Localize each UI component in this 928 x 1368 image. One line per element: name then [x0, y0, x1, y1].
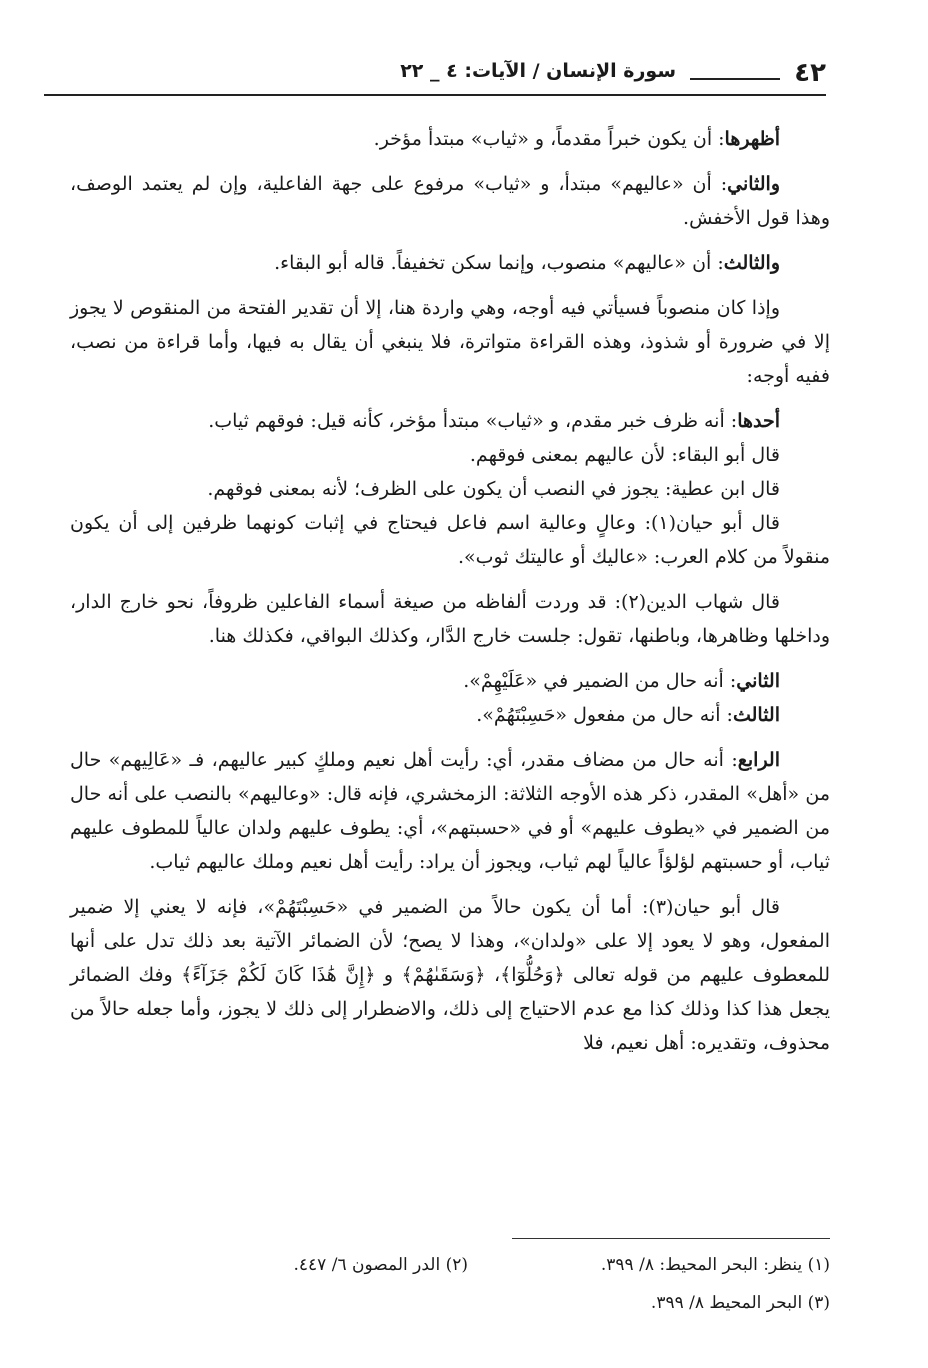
- paragraph-label: والثالث: [723, 252, 780, 274]
- paragraph-text: : أنه حال من الضمير في «عَلَيْهِمْ».: [463, 670, 737, 692]
- paragraph-text: : أن يكون خبراً مقدماً، و «ثياب» مبتدأ مؤخر.: [373, 128, 725, 150]
- paragraph-text: : أن «عاليهم» مبتدأ، و «ثياب» مرفوع على جهة الفاعلية، وإن لم يعتمد الوصف، وهذا قول الأخفش.: [70, 173, 830, 229]
- footnote-row: [70, 1288, 830, 1318]
- paragraph-text: قال أبو البقاء: لأن عاليهم بمعنى فوقهم.: [469, 444, 780, 466]
- paragraph: [70, 664, 830, 698]
- paragraph: [70, 122, 830, 156]
- page-number: ٤٢: [794, 58, 826, 88]
- paragraph: [70, 404, 830, 438]
- paragraph: [70, 291, 830, 393]
- paragraph: [70, 167, 830, 235]
- page-header: [44, 58, 826, 92]
- footnote: (١) ينظر: البحر المحيط: ٨/ ٣٩٩.: [600, 1255, 830, 1275]
- paragraph: [70, 506, 830, 574]
- paragraph-text: : أنه حال من مفعول «حَسِبْتَهُمْ».: [476, 704, 733, 726]
- paragraph: [70, 438, 830, 472]
- paragraph-label: والثاني: [727, 173, 780, 195]
- footnote-row: [70, 1250, 830, 1280]
- paragraph-label: أظهرها: [724, 128, 780, 150]
- paragraph: [70, 890, 830, 1060]
- header-dash-line: [690, 78, 780, 80]
- paragraph: [70, 743, 830, 879]
- paragraph-label: الرابع: [737, 749, 780, 771]
- paragraph-text: : أن «عاليهم» منصوب، وإنما سكن تخفيفاً. قاله أبو البقاء.: [274, 252, 724, 274]
- paragraph: [70, 585, 830, 653]
- footnote: (٢) الدر المصون ٦/ ٤٤٧.: [293, 1255, 468, 1275]
- paragraph-text: قال أبو حيان(٣): أما أن يكون حالاً من الضمير في «حَسِبْتَهُمْ»، فإنه لا يعني إلا ضمير المفعول، وهو لا يعود إلا على «ولدان»، وهذا لا يصح؛ لأن الضمائر الآتية بعد ذلك تدل على أنها للمعطوف عليهم من قوله تعالى ﴿وَحُلُّوٓا﴾، ﴿وَسَقَىٰهُمْ﴾ و ﴿إِنَّ هَٰذَا كَانَ لَكُمْ جَزَآءً﴾ وفك الضمائر يجعل هذا كذا وذلك كذا مع عدم الاحتياج إلى ذلك، والاضطرار إلى ذلك لا يجوز، وأما جعله حالاً من محذوف، وتقديره: أهل نعيم، فلا: [70, 896, 830, 1054]
- running-title: سورة الإنسان / الآيات: ٤ _ ٢٢: [400, 60, 676, 82]
- paragraph-label: الثاني: [736, 670, 780, 692]
- paragraph-text: قال ابن عطية: يجوز في النصب أن يكون على الظرف؛ لأنه بمعنى فوقهم.: [207, 478, 780, 500]
- footnote: (٣) البحر المحيط ٨/ ٣٩٩.: [650, 1293, 830, 1313]
- header-rule: [44, 94, 826, 96]
- paragraph-text: قال أبو حيان(١): وعالٍ وعالية اسم فاعل فيحتاج في إثبات كونهما ظرفين إلى أن يكون منقولاً من كلام العرب: «عاليك أو عاليتك ثوب».: [70, 512, 830, 568]
- paragraph-text: قال شهاب الدين(٢): قد وردت ألفاظه من صيغة أسماء الفاعلين ظروفاً، نحو خارج الدار، وداخلها وظاهرها، وباطنها، تقول: جلست خارج الدَّار، وكذلك البواقي، فكذلك هنا.: [70, 591, 830, 647]
- paragraph: [70, 698, 830, 732]
- paragraph: [70, 246, 830, 280]
- page-body: [70, 122, 830, 1060]
- paragraph-label: أحدها: [737, 410, 780, 432]
- paragraph-text: : أنه ظرف خبر مقدم، و «ثياب» مبتدأ مؤخر، كأنه قيل: فوقهم ثياب.: [208, 410, 738, 432]
- footnote-rule: [512, 1238, 830, 1239]
- paragraph: [70, 472, 830, 506]
- paragraph-label: الثالث: [732, 704, 780, 726]
- paragraph-text: وإذا كان منصوباً فسيأتي فيه أوجه، وهي واردة هنا، إلا أن تقدير الفتحة من المنقوص لا يجوز إلا في ضرورة أو شذوذ، وهذه القراءة متواترة، فلا ينبغي أن يقال به فيها، وأما قراءة من نصب، ففيه أوجه:: [70, 297, 830, 387]
- paragraph-text: : أنه حال من مضاف مقدر، أي: رأيت أهل نعيم وملكٍ كبير عاليهم، فـ «عَالِيهم» حال من «أهل» المقدر، ذكر هذه الأوجه الثلاثة: الزمخشري، فإنه قال: «وعاليهم» بالنصب على أنه حال من الضمير في «يطوف عليهم» أو في «حسبتهم»، أي: يطوف عليهم ولدان عالياً للمطوف عليهم ثياب، أو حسبتهم لؤلؤاً عالياً لهم ثياب، ويجوز أن يراد: رأيت أهل نعيم وملك عاليهم ثياب.: [70, 749, 830, 873]
